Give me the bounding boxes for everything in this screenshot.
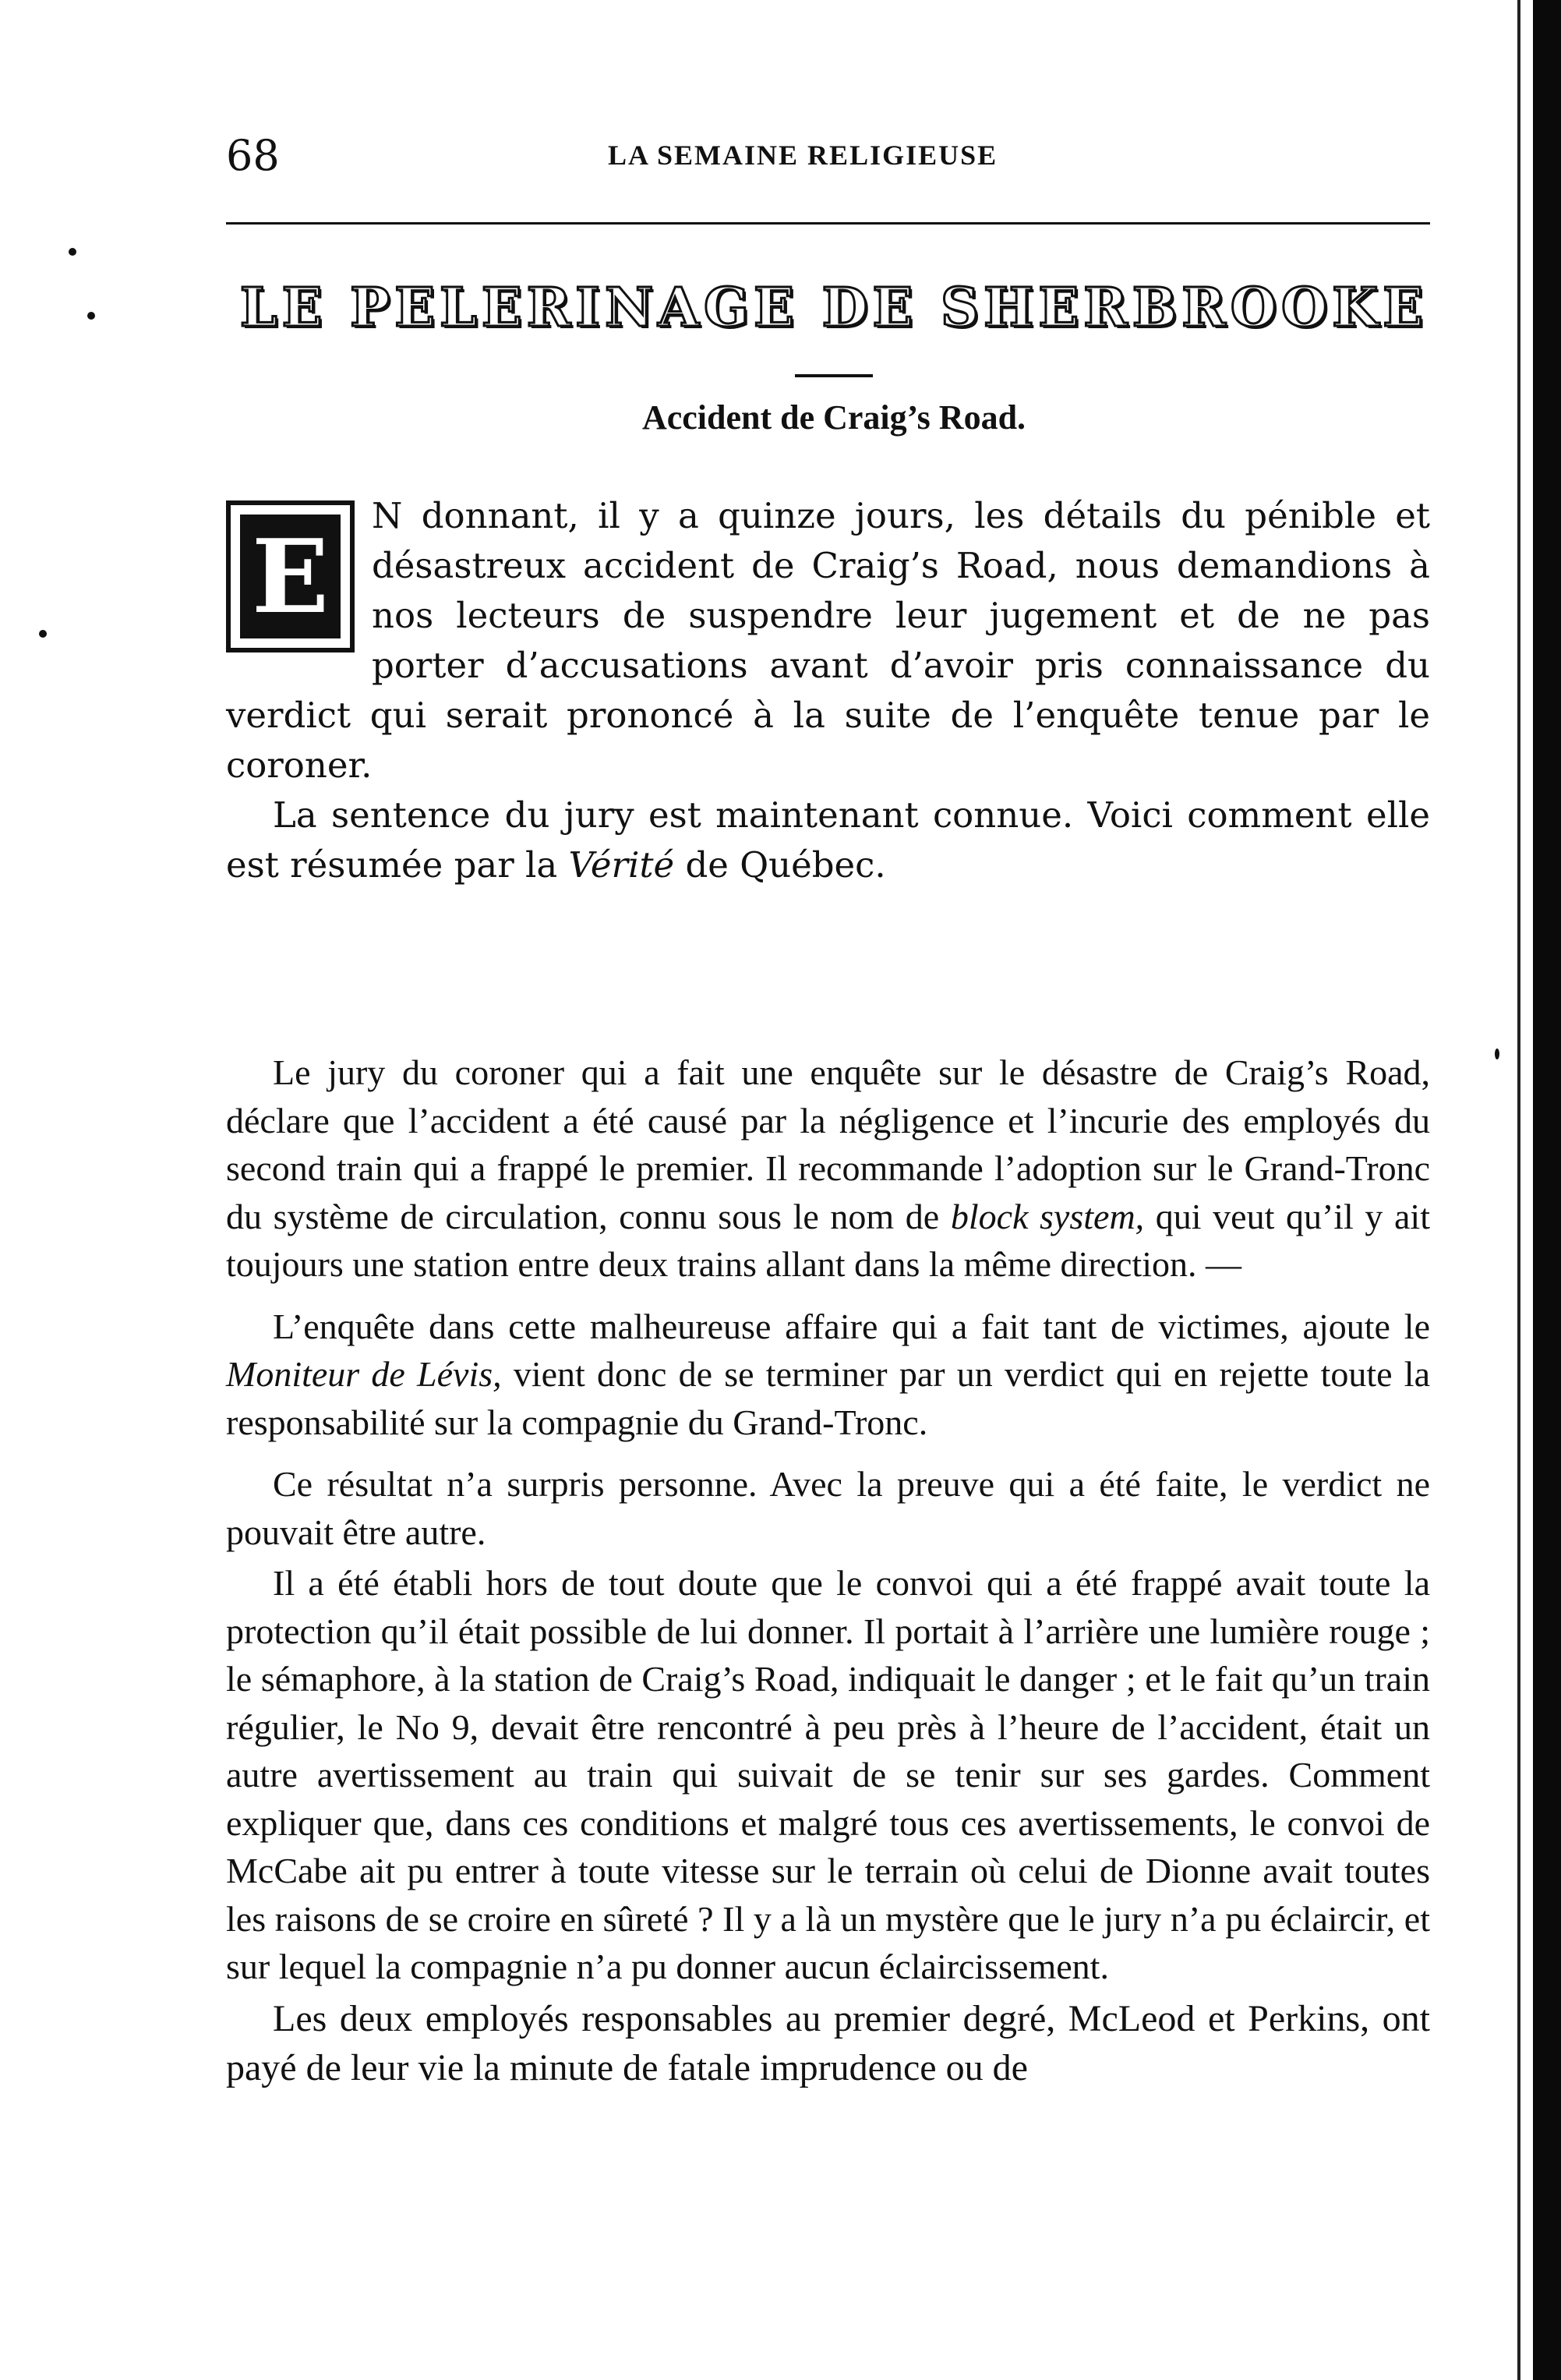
quote-paragraph-2 (226, 1303, 1430, 1447)
running-title: LA SEMAINE RELIGIEUSE (608, 140, 998, 171)
intro-italic: Vérité (568, 844, 675, 886)
dropcap (226, 500, 355, 652)
quote1-text: Le jury du coroner qui a fait une enquête sur le désastre de Craig’s Road, déclare que l’accident a été causé par la négligence et l’incurie des employés du second train qui a frappé le premier. Il recommande l’adoption sur le Grand-Tronc du système de circulation, connu sous le nom de (226, 1052, 1430, 1236)
paragraph-3: Ce résultat n’a surpris personne. Avec la preuve qui a été faite, le verdict ne pouvait être autre. (226, 1464, 1430, 1552)
quote2-italic: Moniteur de Lévis, (226, 1354, 502, 1394)
dropcap-letter: E (251, 516, 330, 636)
intro-text: La sentence du jury est maintenant connue. Voici comment elle est résumée par la (226, 794, 1430, 886)
page-number: 68 (226, 131, 280, 180)
paragraph-4: Il a été établi hors de tout doute que le convoi qui a été frappé avait toute la protection qu’il était possible de lui donner. Il portait à l’arrière une lumière rouge ; le sémaphore, à la station de Craig’s Road, indiquait le danger ; et le fait qu’un train régulier, le No 9, devait être rencontré à peu près à l’heure de l’accident, était un autre avertissement au train qui suivait de se tenir sur ses gardes. Comment expliquer que, dans ces conditions et malgré tous ces avertissements, le convoi de McCabe ait pu entrer à toute vitesse sur le terrain où celui de Dionne avait toutes les raisons de se croire en sûreté ? Il y a là un mystère que le jury n’a pu éclaircir, et sur lequel la compagnie n’a pu donner aucun éclaircissement. (226, 1563, 1430, 1986)
quote1-text-end: qui veut qu’il y ait toujours une station entre deux trains allant dans la même direction. — (226, 1196, 1430, 1284)
scan-speck (1495, 1049, 1499, 1059)
quote1-italic: block system, (950, 1196, 1145, 1236)
quote2-text: L’enquête dans cette malheureuse affaire qui a fait tant de victimes, ajoute le (273, 1306, 1430, 1346)
article-title: LE PELERINAGE DE SHERBROOKE (239, 277, 1429, 339)
scan-edge-line (1517, 0, 1520, 2380)
running-head (226, 117, 1442, 180)
lead-paragraph: N donnant, il y a quinze jours, les détails du pénible et désastreux accident de Craig’s Road, nous demandions à nos lecteurs de suspendre leur jugement et de ne pas porter d’accusations avant d’avoir pris connaissance du verdict qui serait prononcé à la suite de l’enquête tenue par le coroner. (226, 495, 1430, 786)
quote-paragraph-1 (226, 1049, 1430, 1289)
title-rule (795, 374, 873, 377)
intro-paragraph (226, 790, 1430, 890)
body-text (226, 1049, 1430, 2106)
paragraph-5: Les deux employés responsables au premier degré, McLeod et Perkins, ont payé de leur vie la minute de fatale imprudence ou de (226, 1997, 1430, 2088)
intro-text-end: de Québec. (674, 844, 886, 886)
quote2-text-end: vient donc de se terminer par un verdict qui en rejette toute la responsabilité sur la compagnie du Grand-Tronc. (226, 1354, 1431, 1442)
scan-speck (39, 630, 47, 638)
header-rule (226, 222, 1430, 225)
scan-speck (69, 248, 76, 256)
article-subtitle: Accident de Craig’s Road. (641, 398, 1026, 437)
scan-speck (87, 312, 95, 320)
page (226, 117, 1442, 2088)
lead-section (226, 491, 1430, 890)
scan-edge-bar (1533, 0, 1561, 2380)
